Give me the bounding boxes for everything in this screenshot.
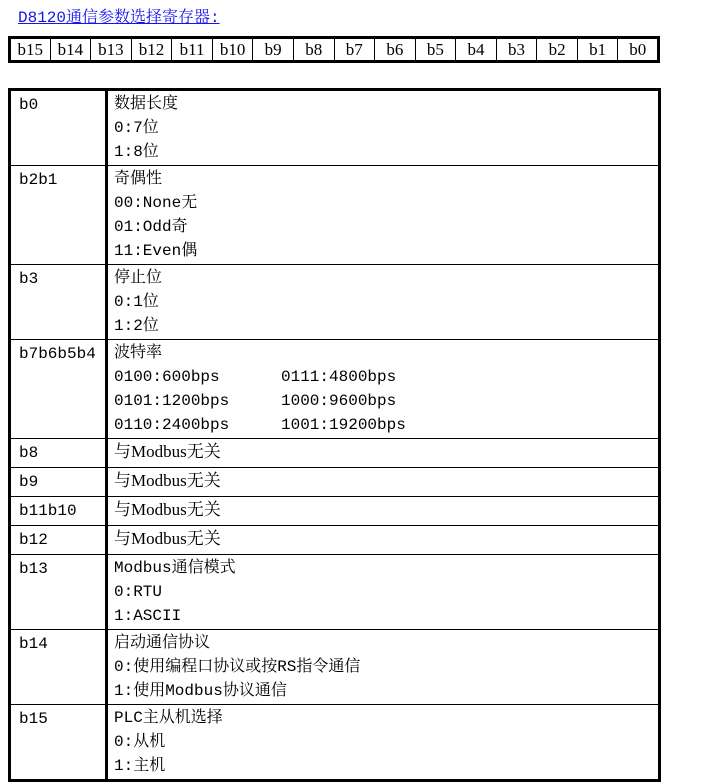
description-line: 与Modbus无关 (114, 471, 221, 490)
bit-description-cell (107, 340, 660, 439)
table-row (10, 705, 660, 781)
description-line: 01:Odd奇 (114, 218, 188, 236)
table-row (10, 166, 660, 265)
bit-header-cell: b15 (10, 38, 51, 62)
description-line: 波特率 (114, 344, 163, 362)
bit-description-table (8, 88, 661, 782)
bit-label-cell: b3 (10, 265, 107, 340)
bit-description-cell (107, 90, 660, 166)
bit-label-cell: b12 (10, 526, 107, 555)
page-title: D8120通信参数选择寄存器: (18, 9, 220, 27)
description-line: 1:ASCII (114, 607, 182, 625)
table-row (10, 630, 660, 705)
description-line: 与Modbus无关 (114, 529, 221, 548)
description-line (114, 365, 658, 389)
bit-label-cell: b15 (10, 705, 107, 781)
bit-label-cell: b7b6b5b4 (10, 340, 107, 439)
table-row (10, 497, 660, 526)
description-line: 0:7位 (114, 119, 159, 137)
description-line: 1:8位 (114, 143, 159, 161)
description-line: PLC主从机选择 (114, 709, 223, 727)
bit-description-cell (107, 265, 660, 340)
description-line: 数据长度 (114, 95, 179, 113)
bit-description-cell (107, 497, 660, 526)
bit-header-cell: b14 (50, 38, 91, 62)
bit-header-table (8, 36, 660, 63)
bit-label-cell: b8 (10, 439, 107, 468)
description-line: 1:2位 (114, 317, 159, 335)
description-line: Modbus通信模式 (114, 559, 236, 577)
description-line: 启动通信协议 (114, 634, 211, 652)
bit-header-cell: b12 (131, 38, 172, 62)
bit-header-cell: b4 (456, 38, 497, 62)
bit-header-cell: b10 (212, 38, 253, 62)
table-row (10, 555, 660, 630)
baud-option-right: 1000:9600bps (281, 392, 397, 410)
table-row (10, 439, 660, 468)
description-line: 1:使用Modbus协议通信 (114, 682, 287, 700)
description-line: 00:None无 (114, 194, 198, 212)
bit-header-cell: b11 (172, 38, 213, 62)
description-line: 0:使用编程口协议或按RS指令通信 (114, 658, 361, 676)
baud-option-left: 0100:600bps (114, 368, 220, 386)
bit-description-cell (107, 166, 660, 265)
bit-description-cell (107, 630, 660, 705)
description-line (114, 389, 658, 413)
bit-label-cell: b9 (10, 468, 107, 497)
description-line: 与Modbus无关 (114, 500, 221, 519)
bit-header-cell: b13 (91, 38, 132, 62)
bit-header-cell: b7 (334, 38, 375, 62)
table-row (10, 340, 660, 439)
bit-label-cell: b11b10 (10, 497, 107, 526)
bit-label-cell: b13 (10, 555, 107, 630)
description-line: 0:从机 (114, 733, 166, 751)
bit-header-cell: b9 (253, 38, 294, 62)
bit-header-cell: b2 (537, 38, 578, 62)
bit-header-cell: b0 (618, 38, 659, 62)
description-line: 奇偶性 (114, 170, 163, 188)
bit-label-cell: b2b1 (10, 166, 107, 265)
description-line: 与Modbus无关 (114, 442, 221, 461)
description-line (114, 413, 658, 437)
bit-description-cell (107, 468, 660, 497)
bit-header-cell: b5 (415, 38, 456, 62)
bit-description-cell (107, 705, 660, 781)
bit-label-cell: b0 (10, 90, 107, 166)
table-row (10, 468, 660, 497)
table-row (10, 265, 660, 340)
baud-option-left: 0110:2400bps (114, 416, 230, 434)
baud-option-right: 1001:19200bps (281, 416, 406, 434)
bit-header-row (10, 38, 659, 62)
bit-description-cell (107, 526, 660, 555)
bit-header-cell: b1 (577, 38, 618, 62)
table-row (10, 526, 660, 555)
table-row (10, 90, 660, 166)
baud-option-left: 0101:1200bps (114, 392, 230, 410)
baud-option-right: 0111:4800bps (281, 368, 397, 386)
description-line: 停止位 (114, 269, 163, 287)
bit-description-cell (107, 555, 660, 630)
description-line: 1:主机 (114, 757, 166, 775)
description-line: 11:Even偶 (114, 242, 198, 260)
bit-description-cell (107, 439, 660, 468)
bit-header-cell: b6 (375, 38, 416, 62)
description-line: 0:RTU (114, 583, 163, 601)
description-line: 0:1位 (114, 293, 159, 311)
bit-label-cell: b14 (10, 630, 107, 705)
bit-header-cell: b3 (496, 38, 537, 62)
bit-header-cell: b8 (293, 38, 334, 62)
